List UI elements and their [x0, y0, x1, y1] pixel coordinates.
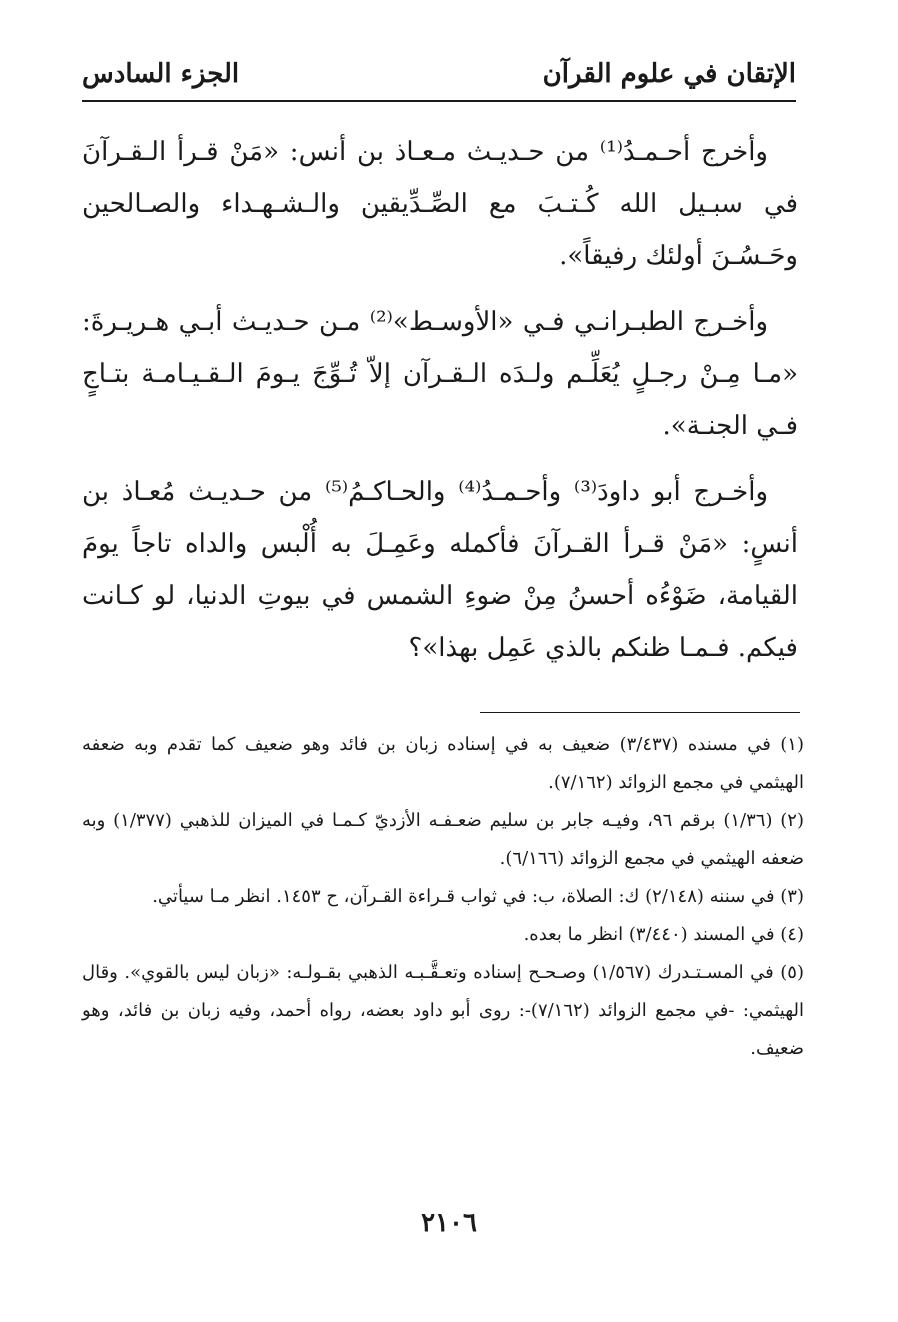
main-text	[82, 126, 798, 688]
footnote: (٥) في المسـتـدرك (١/٥٦٧) وصـحـح إسناده وتعـقَّـبـه الذهبي بقـولـه: «زبان ليس بالقوي». وقال الهيثمي: -في مجمع الزوائد (٧/١٦٢)-: روى أبو داود بعضه، رواه أحمد، وفيه زبان بن فائد، وهو ضعيف.	[82, 962, 804, 1059]
paragraph: وأخرج أحـمـدُ⁽¹⁾ من حـديـث مـعـاذ بن أنس: «مَنْ قـرأ الـقـرآنَ في سبـيل الله كُـتـبَ مع الصِّـدِّيقين والـشـهـداء والصـالحين وحَـسُـنَ أولئك رفيقاً».	[82, 137, 798, 271]
footnote: (٢) (١/٣٦) برقم ٩٦، وفيـه جابر بن سليم ضعـفـه الأزديّ كـمـا في الميزان للذهبي (١/٣٧٧) وبه ضعفه الهيثمي في مجمع الزوائد (٦/١٦٦).	[82, 810, 804, 869]
volume-label: الجزء السادس	[82, 59, 240, 89]
page-number: ٢١٠٦	[421, 1208, 477, 1238]
header-divider	[82, 100, 796, 102]
footnotes	[82, 726, 804, 1068]
book-title: الإتقان في علوم القرآن	[542, 59, 796, 89]
paragraph: وأخـرج أبو داودَ⁽³⁾ وأحـمـدُ⁽⁴⁾ والحـاكـمُ⁽⁵⁾ من حـديـث مُعـاذ بن أنسٍ: «مَنْ قـرأ القـرآنَ فأكمله وعَمِـلَ به أُلْبس والداه تاجاً يومَ القيامة، ضَوْءُه أحسنُ مِنْ ضوءِ الشمس في بيوتِ الدنيا، لو كـانت فيكم. فـمـا ظنكم بالذي عَمِل بهذا»؟	[82, 477, 798, 663]
paragraph: وأخـرج الطبـرانـي فـي «الأوسـط»⁽²⁾ مـن حـديـث أبـي هـريـرةَ: «مـا مِـنْ رجـلٍ يُعَلِّـم ولـدَه الـقـرآن إلاّ تُـوِّجَ يـومَ الـقـيـامـة بتـاجٍ فـي الجنـة».	[82, 307, 798, 441]
footnote: (٤) في المسند (٣/٤٤٠) انظر ما بعده.	[523, 924, 804, 945]
footnote-divider	[480, 712, 800, 713]
footnote: (٣) في سننه (٢/١٤٨) ك: الصلاة، ب: في ثواب قـراءة القـرآن، ح ١٤٥٣. انظر مـا سيأتي.	[152, 886, 804, 907]
footnote: (١) في مسنده (٣/٤٣٧) ضعيف به في إسناده زبان بن فائد وهو ضعيف كما تقدم وبه ضعفه الهيثمي في مجمع الزوائد (٧/١٦٢).	[82, 734, 804, 793]
running-header	[82, 52, 796, 96]
